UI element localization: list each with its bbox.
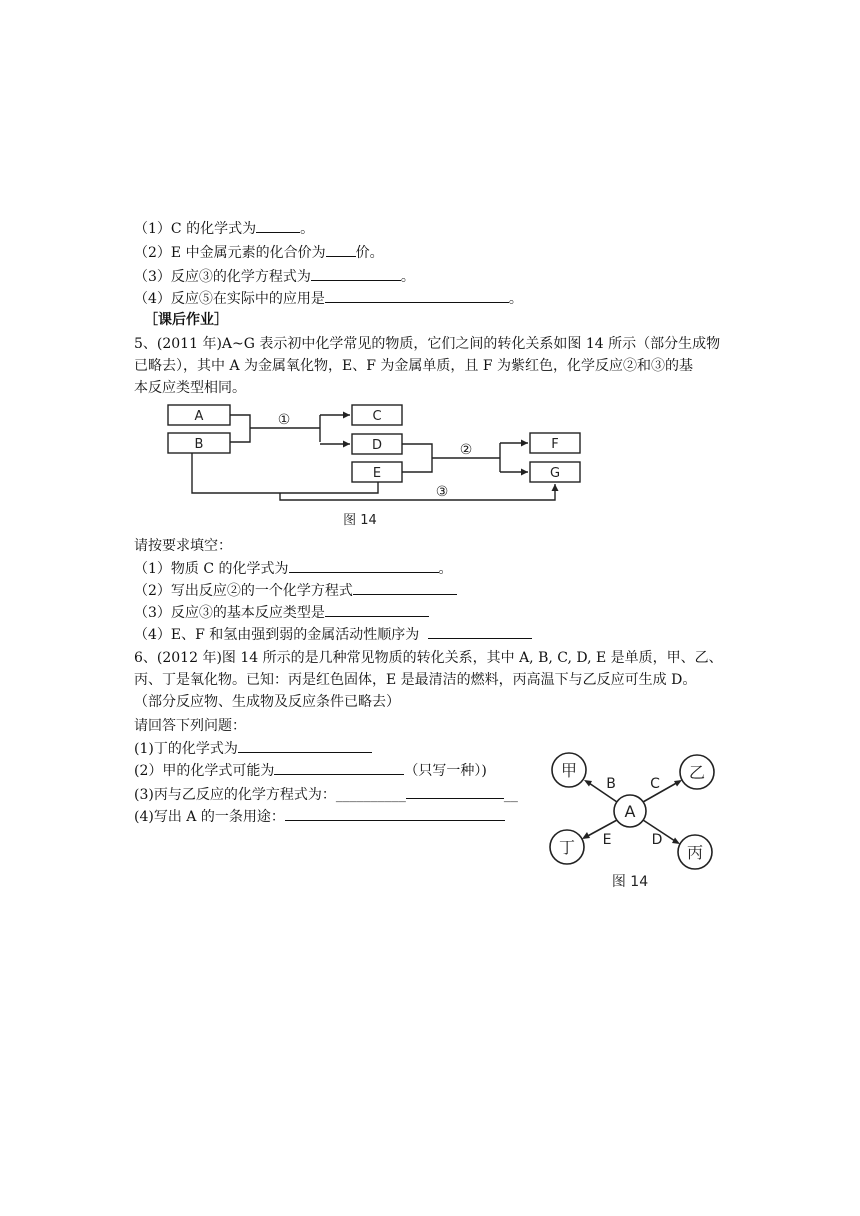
answer-blank[interactable] (311, 266, 401, 281)
answer-blank[interactable] (238, 738, 372, 753)
reaction-2-label: ② (459, 442, 473, 458)
answer-blank[interactable] (274, 760, 404, 775)
edge-label-b: B (606, 776, 616, 792)
box-d-label: D (371, 438, 383, 453)
arrow-reaction-3 (280, 484, 555, 500)
q6-part-1: (1)丁的化学式为 (134, 738, 372, 759)
answer-blank[interactable] (289, 558, 439, 573)
node-jia-label: 甲 (560, 761, 578, 780)
q5-part-2: （2）写出反应②的一个化学方程式 (134, 580, 457, 601)
answer-blank[interactable] (325, 288, 509, 303)
figure-caption: 图 14 (611, 874, 649, 890)
box-f-label: F (551, 437, 559, 452)
q6-text-line-2: 丙、丁是氧化物。已知：丙是红色固体，E 是最清洁的燃料，丙高温下与乙反应可生成 D。 (134, 672, 697, 688)
box-e-label: E (372, 466, 382, 481)
node-ding-label: 丁 (558, 838, 576, 857)
q5-flow-diagram (160, 400, 590, 530)
reaction-1-label: ① (277, 412, 291, 428)
q5-text-line-1: 5、(2011 年)A~G 表示初中化学常见的物质，它们之间的转化关系如图 14 所示（部分生成物 (134, 336, 721, 352)
answer-blank[interactable] (285, 806, 505, 821)
answer-blank[interactable] (406, 784, 504, 799)
answer-blank[interactable] (325, 602, 429, 617)
box-b-label: B (194, 437, 204, 452)
q6-part-2: (2）甲的化学式可能为 （只写一种）) (134, 760, 487, 781)
edge-label-c: C (650, 776, 660, 792)
q5-part-3: （3）反应③的基本反应类型是 (134, 602, 429, 623)
node-bing-label: 丙 (686, 843, 704, 862)
box-c-label: C (372, 409, 382, 424)
q5-text-line-2: 已略去），其中 A 为金属氧化物，E、F 为金属单质，且 F 为紫红色，化学反应②和③的基 (134, 358, 694, 374)
q6-text-line-1: 6、(2012 年)图 14 所示的是几种常见物质的转化关系，其中 A, B, C, D, E 是单质，甲、乙、 (134, 650, 723, 666)
q5-part-4: （4）E、F 和氢由强到弱的金属活动性顺序为 (134, 624, 532, 645)
q6-star-diagram (545, 748, 725, 894)
edge-label-d: D (651, 832, 663, 848)
q6-text-line-3: （部分反应物、生成物及反应条件已略去） (134, 694, 400, 710)
node-a-label: A (624, 802, 636, 821)
node-yi-label: 乙 (688, 763, 706, 782)
q5-text-line-3: 本反应类型相同。 (134, 380, 246, 396)
q4-part-3: （3）反应③的化学方程式为 。 (134, 266, 415, 287)
q4-part-4: （4）反应⑤在实际中的应用是 。 (134, 288, 523, 309)
answer-blank[interactable] (326, 242, 356, 257)
q5-prompt: 请按要求填空： (134, 538, 232, 554)
answer-blank[interactable] (353, 580, 457, 595)
box-g-label: G (549, 466, 561, 481)
q4-part-1: （1）C 的化学式为 。 (134, 218, 314, 239)
q6-part-4: (4)写出 A 的一条用途： (134, 806, 505, 827)
reaction-3-label: ③ (435, 484, 449, 500)
q6-part-3: (3)丙与乙反应的化学方程式为：__________ __ (134, 784, 518, 805)
answer-blank[interactable] (256, 218, 300, 233)
homework-heading: ［课后作业］ (144, 312, 228, 328)
q5-part-1: （1）物质 C 的化学式为 。 (134, 558, 453, 579)
box-a-label: A (194, 409, 204, 424)
answer-blank[interactable] (428, 624, 532, 639)
edge-label-e: E (602, 832, 612, 848)
q4-part-2: （2）E 中金属元素的化合价为 价。 (134, 242, 384, 263)
q6-prompt: 请回答下列问题： (134, 718, 246, 734)
figure-caption: 图 14 (343, 513, 377, 528)
